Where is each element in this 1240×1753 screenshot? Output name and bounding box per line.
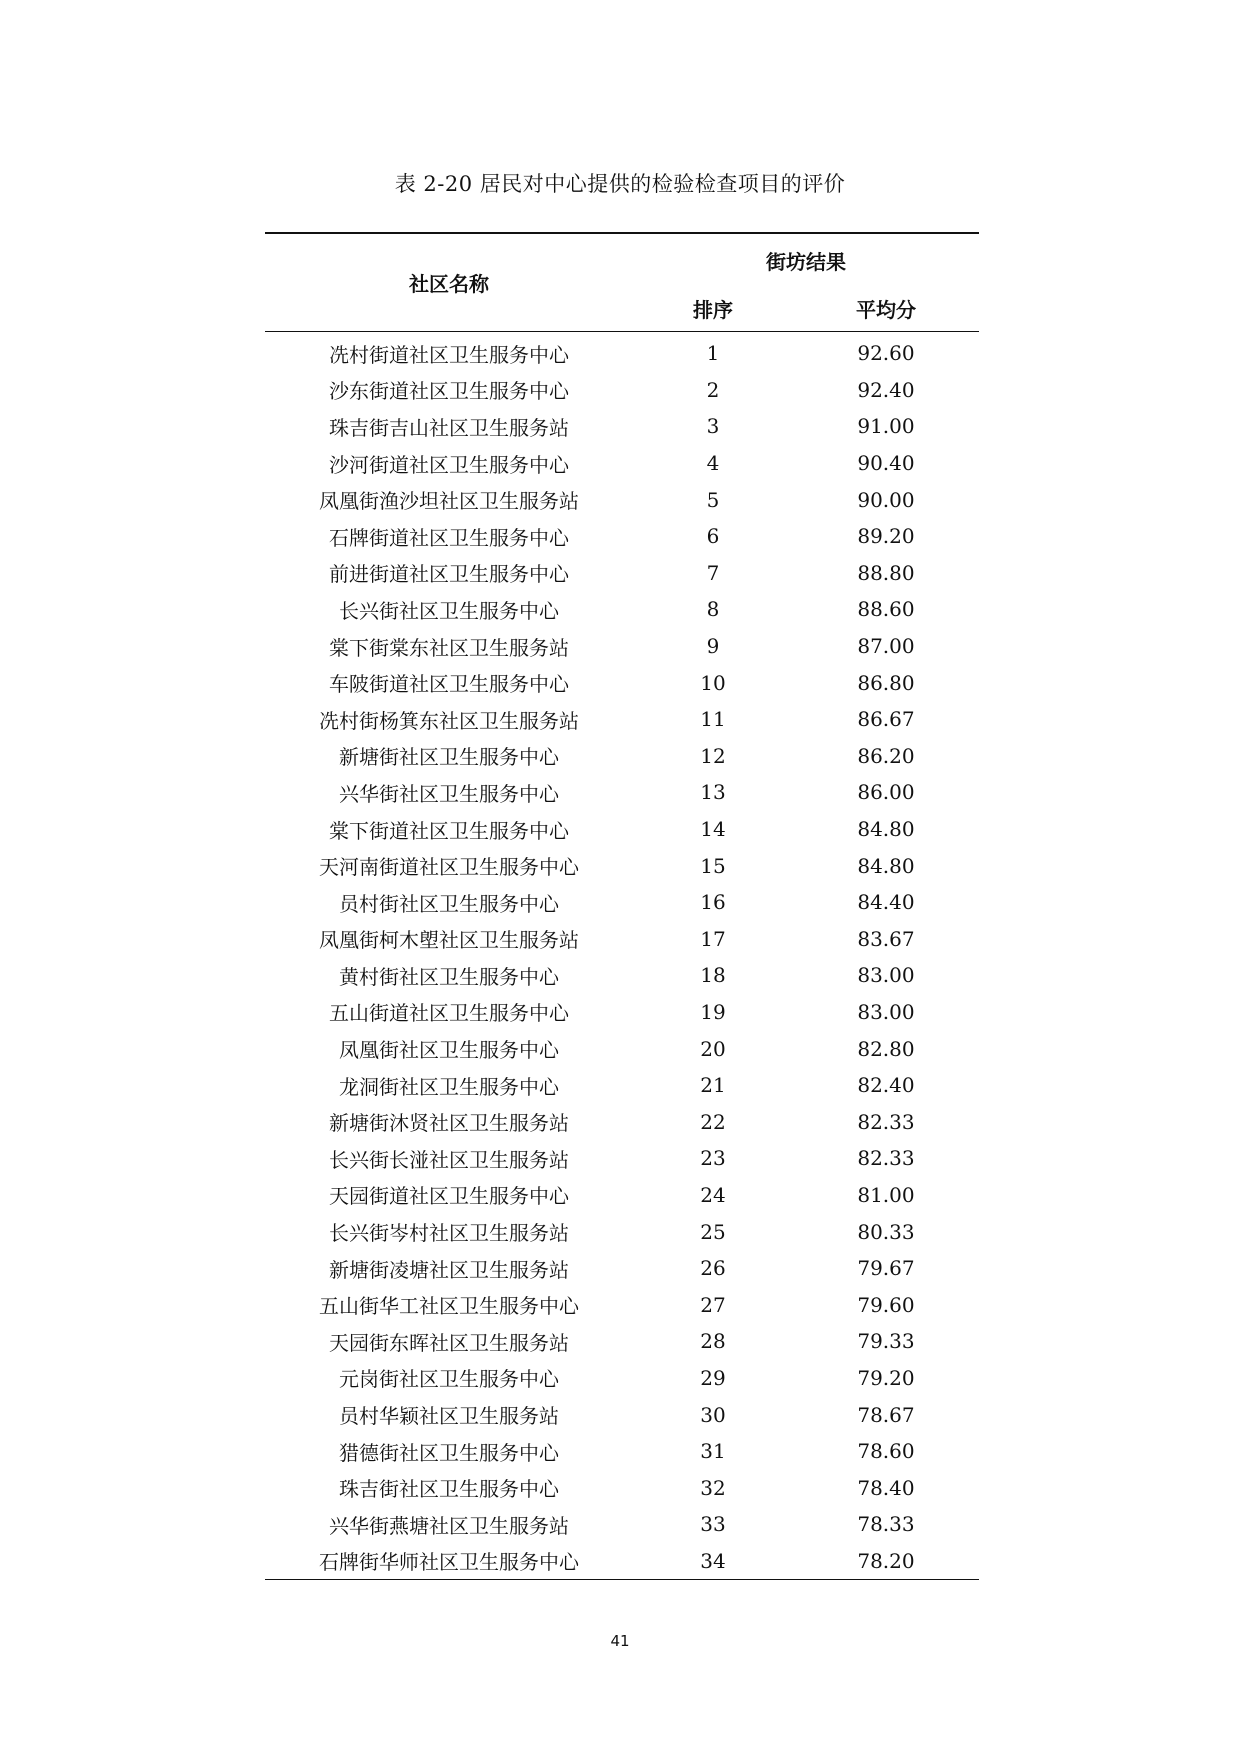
cell-rank: 9 xyxy=(706,634,720,659)
cell-community-name: 员村街社区卫生服务中心 xyxy=(339,891,559,916)
cell-community-name: 沙河街道社区卫生服务中心 xyxy=(329,452,569,477)
cell-rank: 28 xyxy=(700,1329,726,1354)
table-row xyxy=(265,738,979,775)
cell-average-score: 78.60 xyxy=(857,1439,915,1464)
cell-community-name: 冼村街道社区卫生服务中心 xyxy=(329,342,569,367)
cell-average-score: 82.33 xyxy=(857,1146,915,1171)
cell-average-score: 86.20 xyxy=(857,743,915,768)
page-number: 41 xyxy=(610,1632,630,1650)
cell-community-name: 石牌街道社区卫生服务中心 xyxy=(329,525,569,550)
header-average-score: 平均分 xyxy=(856,298,916,322)
table-row xyxy=(265,957,979,994)
cell-rank: 7 xyxy=(706,560,720,585)
cell-community-name: 车陂街道社区卫生服务中心 xyxy=(329,672,569,697)
cell-average-score: 78.33 xyxy=(857,1512,915,1537)
cell-community-name: 新塘街社区卫生服务中心 xyxy=(339,745,559,770)
cell-community-name: 长兴街长湴社区卫生服务站 xyxy=(329,1147,569,1172)
cell-average-score: 82.40 xyxy=(857,1073,915,1098)
cell-average-score: 90.00 xyxy=(857,487,915,512)
table-row xyxy=(265,1177,979,1214)
cell-average-score: 88.80 xyxy=(857,560,915,585)
cell-rank: 14 xyxy=(700,817,726,842)
cell-community-name: 新塘街凌塘社区卫生服务站 xyxy=(329,1257,569,1282)
cell-community-name: 新塘街沐贤社区卫生服务站 xyxy=(329,1111,569,1136)
cell-average-score: 90.40 xyxy=(857,451,915,476)
table-row xyxy=(265,445,979,482)
cell-rank: 16 xyxy=(700,890,726,915)
table-row xyxy=(265,994,979,1031)
table-row xyxy=(265,1140,979,1177)
table-row xyxy=(265,1469,979,1506)
cell-rank: 10 xyxy=(700,670,726,695)
cell-average-score: 82.33 xyxy=(857,1109,915,1134)
cell-average-score: 79.60 xyxy=(857,1292,915,1317)
table-row xyxy=(265,664,979,701)
table-bottom-rule xyxy=(265,1579,979,1580)
cell-average-score: 88.60 xyxy=(857,597,915,622)
table-row xyxy=(265,1250,979,1287)
cell-rank: 1 xyxy=(706,341,720,366)
cell-rank: 15 xyxy=(700,853,726,878)
cell-average-score: 92.40 xyxy=(857,377,915,402)
table-row xyxy=(265,1286,979,1323)
cell-community-name: 长兴街社区卫生服务中心 xyxy=(339,598,559,623)
cell-rank: 24 xyxy=(700,1182,726,1207)
cell-rank: 27 xyxy=(700,1292,726,1317)
table-row xyxy=(265,1030,979,1067)
header-community-name: 社区名称 xyxy=(409,272,489,296)
table-body xyxy=(265,335,979,1579)
cell-rank: 25 xyxy=(700,1219,726,1244)
cell-average-score: 84.80 xyxy=(857,817,915,842)
cell-rank: 5 xyxy=(706,487,720,512)
cell-rank: 32 xyxy=(700,1475,726,1500)
table-caption: 表 2-20 居民对中心提供的检验检查项目的评价 xyxy=(394,172,846,196)
cell-community-name: 天园街东晖社区卫生服务站 xyxy=(329,1330,569,1355)
table-row xyxy=(265,591,979,628)
cell-rank: 8 xyxy=(706,597,720,622)
cell-community-name: 棠下街棠东社区卫生服务站 xyxy=(329,635,569,660)
cell-average-score: 78.67 xyxy=(857,1402,915,1427)
table-row xyxy=(265,628,979,665)
cell-community-name: 前进街道社区卫生服务中心 xyxy=(329,562,569,587)
table-row xyxy=(265,1396,979,1433)
table-row xyxy=(265,1360,979,1397)
cell-rank: 11 xyxy=(700,707,726,732)
cell-community-name: 棠下街道社区卫生服务中心 xyxy=(329,818,569,843)
cell-community-name: 元岗街社区卫生服务中心 xyxy=(339,1367,559,1392)
cell-average-score: 81.00 xyxy=(857,1182,915,1207)
cell-rank: 31 xyxy=(700,1439,726,1464)
cell-rank: 17 xyxy=(700,926,726,951)
cell-community-name: 长兴街岑村社区卫生服务站 xyxy=(329,1221,569,1246)
table-row xyxy=(265,701,979,738)
cell-community-name: 凤凰街渔沙坦社区卫生服务站 xyxy=(319,489,579,514)
cell-average-score: 86.67 xyxy=(857,707,915,732)
cell-rank: 21 xyxy=(700,1073,726,1098)
cell-average-score: 79.33 xyxy=(857,1329,915,1354)
cell-community-name: 冼村街杨箕东社区卫生服务站 xyxy=(319,708,579,733)
table-row xyxy=(265,408,979,445)
cell-rank: 34 xyxy=(700,1548,726,1573)
cell-community-name: 黄村街社区卫生服务中心 xyxy=(339,964,559,989)
cell-rank: 4 xyxy=(706,451,720,476)
cell-rank: 26 xyxy=(700,1256,726,1281)
table-row xyxy=(265,372,979,409)
cell-average-score: 86.00 xyxy=(857,780,915,805)
cell-community-name: 珠吉街吉山社区卫生服务站 xyxy=(329,415,569,440)
cell-average-score: 82.80 xyxy=(857,1036,915,1061)
table-row xyxy=(265,1506,979,1543)
cell-community-name: 猎德街社区卫生服务中心 xyxy=(339,1440,559,1465)
header-result-group: 街坊结果 xyxy=(766,250,846,274)
cell-community-name: 天园街道社区卫生服务中心 xyxy=(329,1184,569,1209)
cell-rank: 12 xyxy=(700,743,726,768)
cell-community-name: 凤凰街柯木塱社区卫生服务站 xyxy=(319,928,579,953)
cell-community-name: 沙东街道社区卫生服务中心 xyxy=(329,379,569,404)
cell-average-score: 91.00 xyxy=(857,414,915,439)
cell-rank: 18 xyxy=(700,963,726,988)
table-row xyxy=(265,1067,979,1104)
cell-average-score: 79.67 xyxy=(857,1256,915,1281)
cell-community-name: 石牌街华师社区卫生服务中心 xyxy=(319,1550,579,1575)
table-top-rule xyxy=(265,232,979,234)
cell-community-name: 凤凰街社区卫生服务中心 xyxy=(339,1038,559,1063)
table-row xyxy=(265,1543,979,1580)
table-row xyxy=(265,774,979,811)
cell-rank: 23 xyxy=(700,1146,726,1171)
table-row xyxy=(265,1213,979,1250)
table-row xyxy=(265,921,979,958)
cell-average-score: 80.33 xyxy=(857,1219,915,1244)
cell-community-name: 兴华街社区卫生服务中心 xyxy=(339,781,559,806)
cell-average-score: 89.20 xyxy=(857,524,915,549)
cell-average-score: 83.67 xyxy=(857,926,915,951)
cell-rank: 19 xyxy=(700,999,726,1024)
cell-rank: 2 xyxy=(706,377,720,402)
cell-average-score: 79.20 xyxy=(857,1365,915,1390)
cell-rank: 30 xyxy=(700,1402,726,1427)
cell-community-name: 五山街华工社区卫生服务中心 xyxy=(319,1294,579,1319)
table-row xyxy=(265,481,979,518)
cell-community-name: 天河南街道社区卫生服务中心 xyxy=(319,855,579,880)
table-row xyxy=(265,1103,979,1140)
cell-rank: 29 xyxy=(700,1365,726,1390)
cell-community-name: 兴华街燕塘社区卫生服务站 xyxy=(329,1513,569,1538)
cell-community-name: 五山街道社区卫生服务中心 xyxy=(329,1001,569,1026)
cell-rank: 3 xyxy=(706,414,720,439)
cell-rank: 22 xyxy=(700,1109,726,1134)
cell-average-score: 86.80 xyxy=(857,670,915,695)
header-rank: 排序 xyxy=(693,298,733,322)
table-row xyxy=(265,811,979,848)
cell-average-score: 84.40 xyxy=(857,890,915,915)
table-row xyxy=(265,555,979,592)
cell-average-score: 87.00 xyxy=(857,634,915,659)
table-row xyxy=(265,1433,979,1470)
cell-average-score: 78.20 xyxy=(857,1548,915,1573)
cell-average-score: 78.40 xyxy=(857,1475,915,1500)
cell-average-score: 83.00 xyxy=(857,963,915,988)
cell-community-name: 龙洞街社区卫生服务中心 xyxy=(339,1074,559,1099)
cell-average-score: 83.00 xyxy=(857,999,915,1024)
cell-rank: 6 xyxy=(706,524,720,549)
cell-community-name: 珠吉街社区卫生服务中心 xyxy=(339,1477,559,1502)
table-row xyxy=(265,847,979,884)
table-header-rule xyxy=(265,331,979,332)
table-row xyxy=(265,518,979,555)
cell-rank: 33 xyxy=(700,1512,726,1537)
table-row xyxy=(265,335,979,372)
table-row xyxy=(265,884,979,921)
cell-average-score: 84.80 xyxy=(857,853,915,878)
cell-average-score: 92.60 xyxy=(857,341,915,366)
table-row xyxy=(265,1323,979,1360)
cell-community-name: 员村华颖社区卫生服务站 xyxy=(339,1404,559,1429)
cell-rank: 20 xyxy=(700,1036,726,1061)
cell-rank: 13 xyxy=(700,780,726,805)
